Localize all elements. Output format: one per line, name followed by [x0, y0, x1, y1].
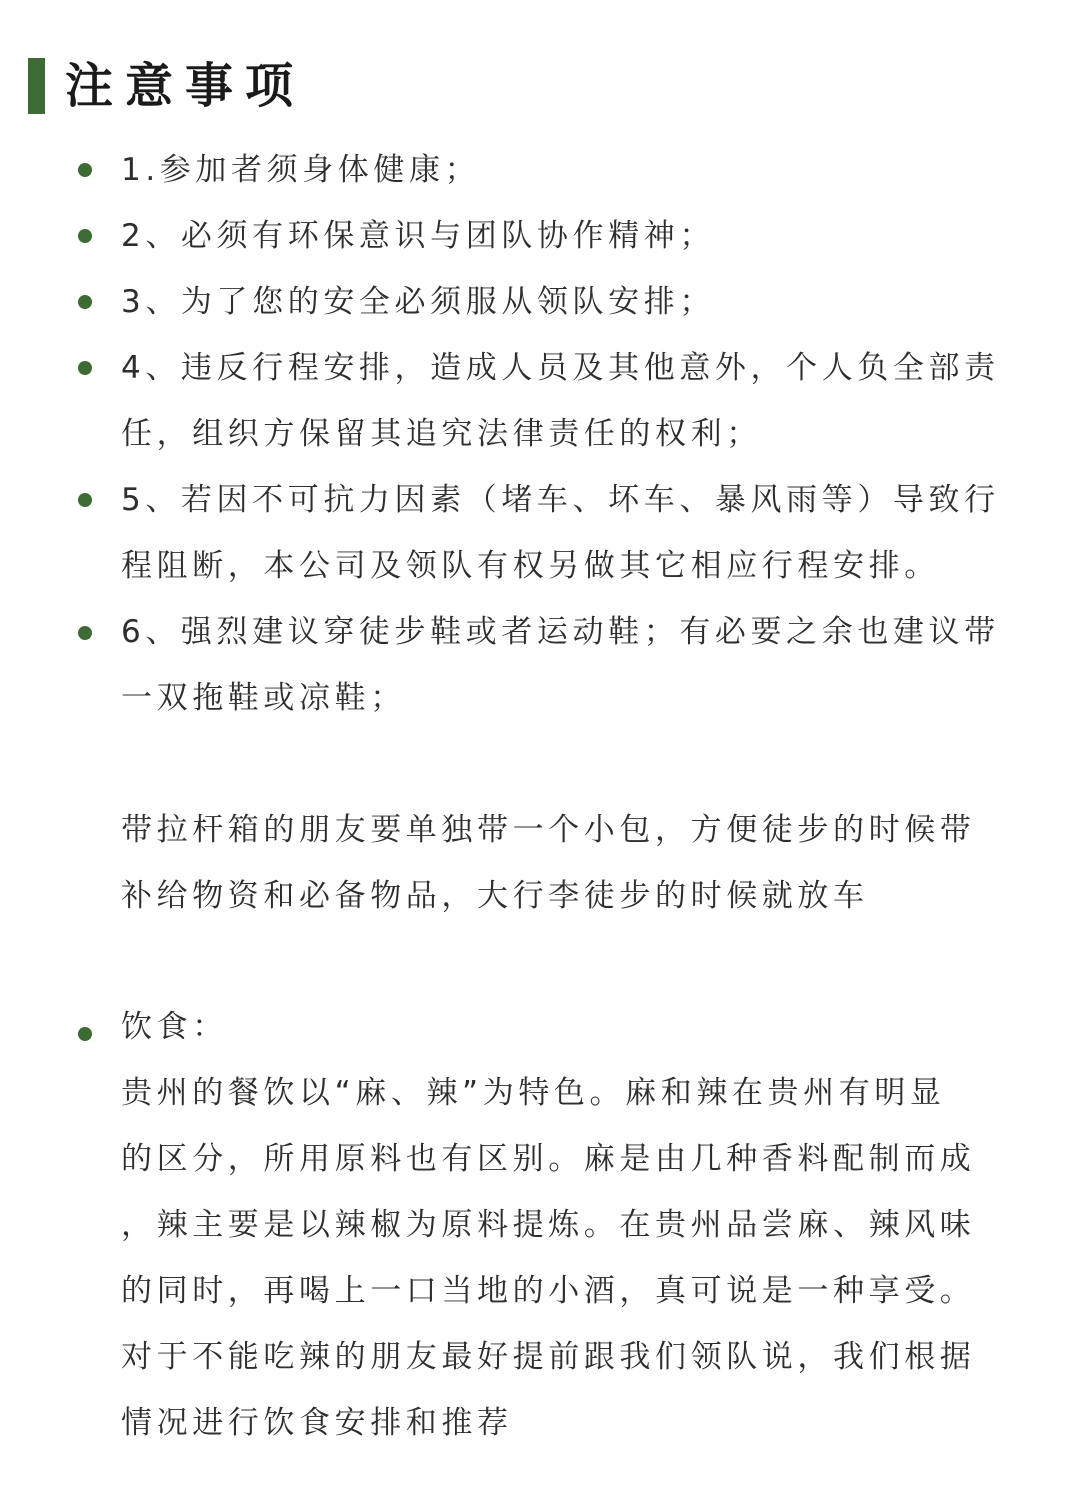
note-3-line-1: 3、为了您的安全必须服从领队安排； — [121, 284, 715, 320]
bullet-icon — [78, 361, 92, 375]
food-line-3: ，辣主要是以辣椒为原料提炼。在贵州品尝麻、辣风味 — [121, 1207, 976, 1243]
food-line-2: 的区分，所用原料也有区别。麻是由几种香料配制而成 — [121, 1141, 976, 1177]
note-1-line-1: 1.参加者须身体健康； — [121, 152, 481, 188]
luggage-note-line-1: 带拉杆箱的朋友要单独带一个小包，方便徒步的时候带 — [121, 812, 976, 848]
bullet-icon — [78, 229, 92, 243]
bullet-icon — [78, 295, 92, 309]
page-title: 注意事项 — [65, 58, 306, 114]
note-4-line-2: 任，组织方保留其追究法律责任的权利； — [121, 416, 762, 452]
food-label: 饮食： — [121, 1009, 228, 1045]
section-heading — [28, 58, 305, 114]
heading-accent-bar — [28, 58, 45, 114]
note-6-line-2: 一双拖鞋或凉鞋； — [121, 680, 406, 716]
note-5-line-1: 5、若因不可抗力因素（堵车、坏车、暴风雨等）导致行 — [121, 482, 1000, 518]
food-line-5: 对于不能吃辣的朋友最好提前跟我们领队说，我们根据 — [121, 1339, 976, 1375]
food-line-6: 情况进行饮食安排和推荐 — [121, 1405, 513, 1441]
bullet-icon — [78, 626, 92, 640]
note-2-line-1: 2、必须有环保意识与团队协作精神； — [121, 218, 715, 254]
bullet-icon — [78, 493, 92, 507]
note-5-line-2: 程阻断，本公司及领队有权另做其它相应行程安排。 — [121, 548, 940, 584]
luggage-note-line-2: 补给物资和必备物品，大行李徒步的时候就放车 — [121, 878, 869, 914]
food-line-4: 的同时，再喝上一口当地的小酒，真可说是一种享受。 — [121, 1273, 976, 1309]
bullet-icon — [78, 1027, 92, 1041]
note-6-line-1: 6、强烈建议穿徒步鞋或者运动鞋；有必要之余也建议带 — [121, 614, 1000, 650]
bullet-icon — [78, 163, 92, 177]
food-line-1: 贵州的餐饮以“麻、辣”为特色。麻和辣在贵州有明显 — [121, 1075, 946, 1111]
note-4-line-1: 4、违反行程安排，造成人员及其他意外，个人负全部责 — [121, 350, 1000, 386]
